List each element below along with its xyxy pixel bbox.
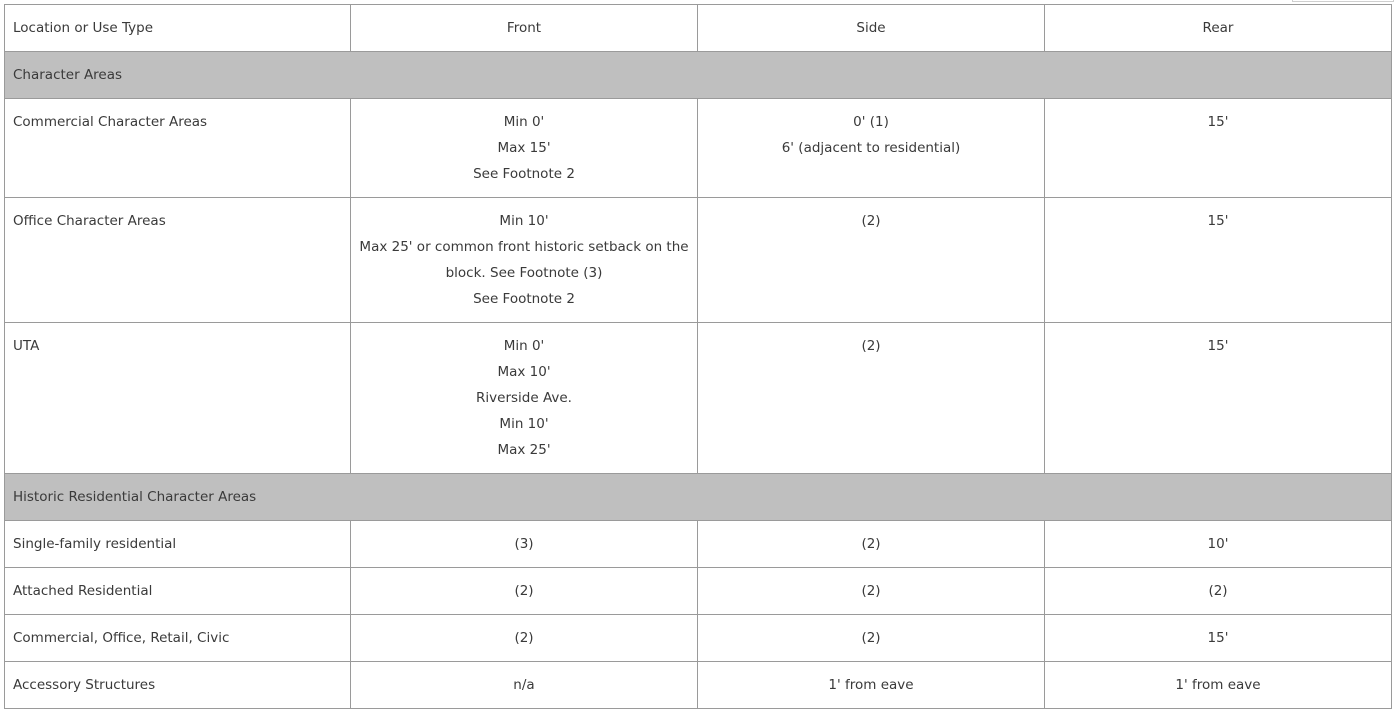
cell-line: Min 10' [499, 416, 549, 432]
side-cell [698, 198, 1045, 323]
rear-cell: 15' [1045, 615, 1392, 662]
section-title: Character Areas [5, 52, 1392, 99]
table-row [5, 568, 1392, 615]
front-cell [351, 99, 698, 198]
header-front: Front [351, 5, 698, 52]
cell-line: (2) [861, 213, 881, 229]
section-row [5, 52, 1392, 99]
header-location: Location or Use Type [5, 5, 351, 52]
cell-line: Riverside Ave. [476, 390, 572, 406]
table-row [5, 662, 1392, 709]
location-cell: Accessory Structures [5, 662, 351, 709]
side-cell: (2) [698, 568, 1045, 615]
location-cell: Office Character Areas [5, 198, 351, 323]
rear-cell: (2) [1045, 568, 1392, 615]
side-cell [698, 323, 1045, 474]
table-row [5, 521, 1392, 568]
cell-line: 15' [1207, 114, 1229, 130]
rear-cell [1045, 99, 1392, 198]
location-cell: UTA [5, 323, 351, 474]
setback-table [4, 4, 1392, 709]
table-row [5, 198, 1392, 323]
front-cell [351, 198, 698, 323]
cell-line: Min 10' [499, 213, 549, 229]
header-side: Side [698, 5, 1045, 52]
cell-line: Max 25' or common front historic setback on the block. See Footnote (3) [359, 239, 689, 281]
side-cell: (2) [698, 615, 1045, 662]
corner-tab [1292, 0, 1394, 2]
rear-cell: 1' from eave [1045, 662, 1392, 709]
location-cell: Commercial, Office, Retail, Civic [5, 615, 351, 662]
front-cell: (2) [351, 568, 698, 615]
table-row [5, 615, 1392, 662]
location-cell: Attached Residential [5, 568, 351, 615]
cell-line: 0' (1) [853, 114, 889, 130]
cell-line: Max 25' [497, 442, 551, 458]
cell-line: 15' [1207, 213, 1229, 229]
table-row [5, 323, 1392, 474]
cell-line: Min 0' [503, 338, 545, 354]
cell-line: Min 0' [503, 114, 545, 130]
front-cell [351, 323, 698, 474]
location-cell: Single-family residential [5, 521, 351, 568]
cell-line: 6' (adjacent to residential) [781, 140, 961, 156]
side-cell [698, 99, 1045, 198]
header-row [5, 5, 1392, 52]
section-title: Historic Residential Character Areas [5, 474, 1392, 521]
cell-line: See Footnote 2 [473, 166, 575, 182]
section-row [5, 474, 1392, 521]
front-cell: (2) [351, 615, 698, 662]
cell-line: Max 10' [497, 364, 551, 380]
cell-line: See Footnote 2 [473, 291, 575, 307]
side-cell: 1' from eave [698, 662, 1045, 709]
cell-line: (2) [861, 338, 881, 354]
front-cell: n/a [351, 662, 698, 709]
side-cell: (2) [698, 521, 1045, 568]
cell-line: Max 15' [497, 140, 551, 156]
table-row [5, 99, 1392, 198]
front-cell: (3) [351, 521, 698, 568]
cell-line: 15' [1207, 338, 1229, 354]
rear-cell [1045, 198, 1392, 323]
header-rear: Rear [1045, 5, 1392, 52]
rear-cell: 10' [1045, 521, 1392, 568]
rear-cell [1045, 323, 1392, 474]
location-cell: Commercial Character Areas [5, 99, 351, 198]
